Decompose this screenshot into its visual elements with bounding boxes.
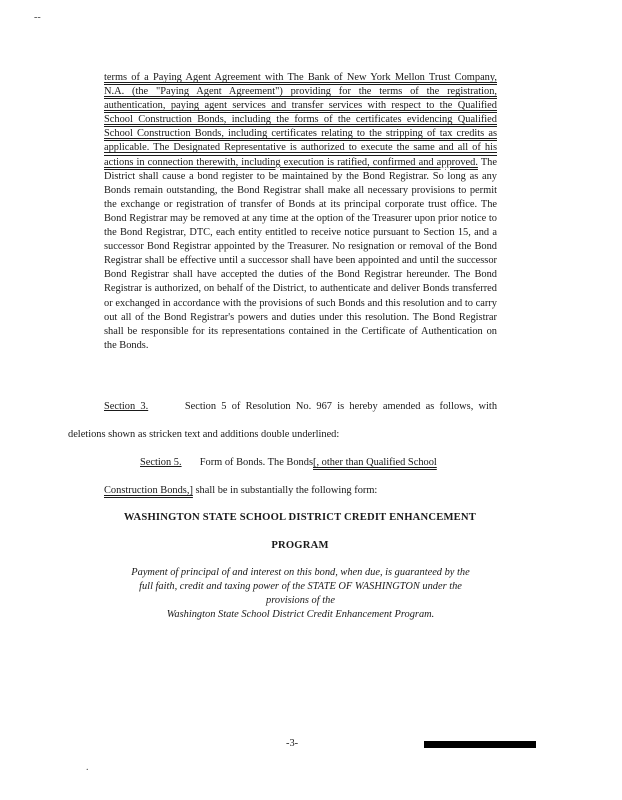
scan-mark-top: -- <box>34 12 41 23</box>
section-5-text: Form of Bonds. The Bonds <box>199 457 313 468</box>
legend-line-2: full faith, credit and taxing power of the STATE OF WASHINGTON under the <box>139 581 462 592</box>
legend-line-3: provisions of the <box>266 595 335 606</box>
body-paragraph <box>104 71 497 353</box>
page-number: -3- <box>286 738 299 749</box>
scan-mark-bottom: . <box>86 762 89 773</box>
program-heading-line-1: WASHINGTON STATE SCHOOL DISTRICT CREDIT ENHANCEMENT <box>123 512 477 523</box>
section-5-addition-1: [, other than Qualified School <box>313 457 437 468</box>
bond-register-text: The District shall cause a bond register to be maintained by the Bond Registrar. So long as any Bonds remain outstanding, the Bond Registrar shall make all necessary provisions to permit the exchange or registration of transfer of Bonds at its principal corporate trust office. The Bond Registrar may be removed at any time at the option of the Treasurer upon prior notice to the Bond Registrar, DTC, each entity entitled to receive notice pursuant to Section 15, and a successor Bond Registrar appointed by the Treasurer. No resignation or removal of the Bond Registrar shall be effective until a successor shall have been appointed and until the successor Bond Registrar shall have accepted the duties of the Bond Registrar hereunder. The Bond Registrar is authorized, on behalf of the District, to authenticate and deliver Bonds transferred or exchanged in accordance with the provisions of such Bonds and this resolution and to carry out all of the Bond Registrar's powers and duties under this resolution. The Bond Registrar shall be responsible for its representations contained in the Certificate of Authentication on the Bonds. <box>104 156 497 351</box>
section-3-line-2: deletions shown as stricken text and additions double underlined: <box>68 429 340 440</box>
section-3-label: Section 3. <box>104 401 149 412</box>
section-5-text-end: shall be in substantially the following form: <box>192 485 378 496</box>
legend-line-4: Washington State School District Credit Enhancement Program. <box>166 609 435 620</box>
section-5-addition-2: Construction Bonds,] <box>104 485 193 496</box>
section-3-text-1: Section 5 of Resolution No. 967 is hereby amended as follows, with <box>184 401 498 412</box>
legend-line-1: Payment of principal of and interest on this bond, when due, is guaranteed by the <box>131 567 470 578</box>
guarantee-legend <box>104 566 497 622</box>
section-5-line-1 <box>140 456 533 470</box>
redaction-bar <box>424 741 536 748</box>
section-5-line-2 <box>104 484 497 498</box>
program-heading-line-2: PROGRAM <box>271 540 329 551</box>
section-5-label: Section 5. <box>140 457 182 468</box>
double-underlined-addition: terms of a Paying Agent Agreement with The Bank of New York Mellon Trust Company, N.A. (the "Paying Agent Agreement") providing for the terms of the registration, authentication, paying agent services and transfer services with respect to the Qualified School Construction Bonds, including the forms of the certificates evidencing Qualified School Construction Bonds, including certificates relating to the stripping of tax credits as applicable. The Designated Representative is authorized to execute the same and all of his actions in connection therewith, including execution is ratified, confirmed and approved. <box>104 72 497 168</box>
section-3-line-1 <box>104 400 497 414</box>
